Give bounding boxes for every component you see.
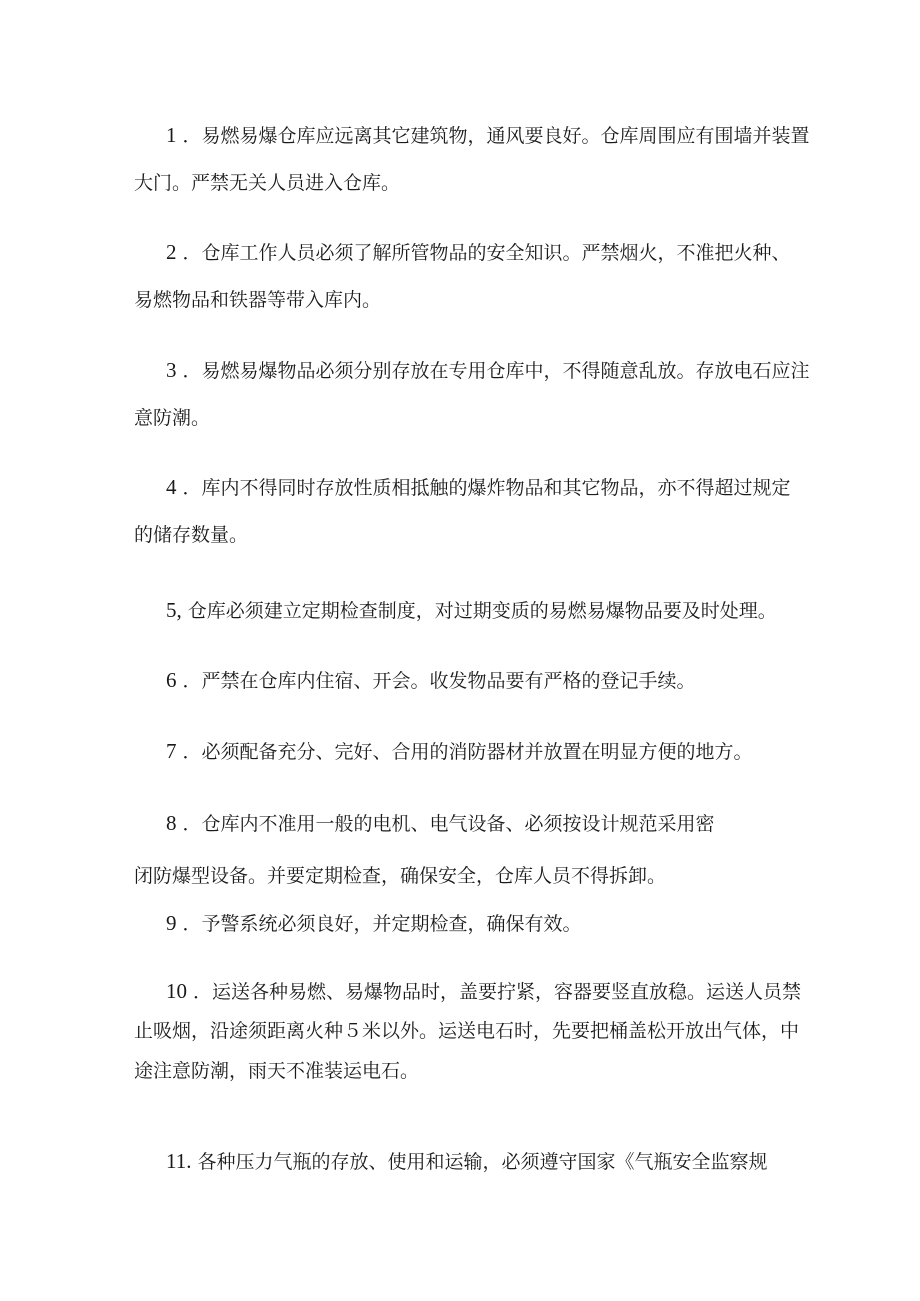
paragraph-line bbox=[134, 405, 794, 431]
line-text: 途注意防潮，雨天不准装运电石。 bbox=[134, 1060, 420, 1082]
paragraph-line bbox=[134, 1018, 800, 1044]
paragraph-6 bbox=[134, 667, 794, 693]
line-text: 大门。严禁无关人员进入仓库。 bbox=[134, 172, 401, 194]
paragraph-8 bbox=[134, 810, 794, 889]
item-number: 9 bbox=[166, 911, 177, 935]
line-text: 止吸烟，沿途须距离火种５米以外。运送电石时，先要把桶盖松开放出气体，中 bbox=[134, 1020, 800, 1042]
line-text: ．严禁在仓库内住宿、开会。收发物品要有严格的登记手续。 bbox=[182, 670, 696, 692]
line-text: ．予警系统必须良好，并定期检查，确保有效。 bbox=[182, 913, 582, 935]
paragraph-11 bbox=[134, 1148, 794, 1174]
line-text: ．运送各种易燃、易爆物品时，盖要拧紧，容器要竖直放稳。运送人员禁 bbox=[193, 981, 802, 1003]
line-text: 各种压力气瓶的存放、使用和运输，必须遵守国家《气瓶安全监察规 bbox=[197, 1151, 768, 1173]
line-text: ．易燃易爆物品必须分别存放在专用仓库中，不得随意乱放。存放电石应注 bbox=[182, 360, 810, 382]
paragraph-line bbox=[134, 474, 794, 500]
line-text: ．仓库工作人员必须了解所管物品的安全知识。严禁烟火，不准把火种、 bbox=[182, 242, 791, 264]
paragraph-line bbox=[134, 738, 794, 764]
item-number: 3 bbox=[166, 358, 177, 382]
paragraph-line bbox=[134, 287, 794, 313]
line-text: 仓库必须建立定期检查制度，对过期变质的易燃易爆物品要及时处理。 bbox=[187, 600, 777, 622]
item-number: 8 bbox=[166, 811, 177, 835]
paragraph-line bbox=[134, 810, 794, 836]
paragraph-2 bbox=[134, 239, 794, 313]
paragraph-line bbox=[134, 667, 794, 693]
item-number: 4 bbox=[166, 475, 177, 499]
line-text: 意防潮。 bbox=[134, 407, 211, 429]
paragraph-line bbox=[134, 910, 794, 936]
paragraph-7 bbox=[134, 738, 794, 764]
line-text: ．必须配备充分、完好、合用的消防器材并放置在明显方便的地方。 bbox=[182, 741, 753, 763]
item-number: 11. bbox=[166, 1149, 192, 1173]
item-number: 10 bbox=[166, 979, 187, 1003]
paragraph-line bbox=[134, 978, 802, 1004]
paragraph-1 bbox=[134, 122, 810, 196]
paragraph-line bbox=[134, 863, 794, 889]
paragraph-line bbox=[134, 522, 794, 548]
line-text: 易燃物品和铁器等带入库内。 bbox=[134, 289, 382, 311]
item-number: 6 bbox=[166, 668, 177, 692]
line-text: ．库内不得同时存放性质相抵触的爆炸物品和其它物品，亦不得超过规定 bbox=[182, 477, 791, 499]
paragraph-line bbox=[134, 1148, 794, 1174]
line-text: ．仓库内不准用一般的电机、电气设备、必须按设计规范采用密 bbox=[182, 813, 715, 835]
line-text: ．易燃易爆仓库应远离其它建筑物，通风要良好。仓库周围应有围墙并装置 bbox=[182, 125, 810, 147]
item-number: 1 bbox=[166, 123, 177, 147]
paragraph-line bbox=[134, 1058, 794, 1084]
paragraph-9 bbox=[134, 910, 794, 936]
line-text: 闭防爆型设备。并要定期检查，确保安全，仓库人员不得拆卸。 bbox=[134, 865, 667, 887]
paragraph-line bbox=[134, 170, 794, 196]
paragraph-10 bbox=[134, 978, 802, 1084]
paragraph-3 bbox=[134, 357, 810, 431]
paragraph-line bbox=[134, 357, 810, 383]
line-text: 的储存数量。 bbox=[134, 524, 249, 546]
item-number: 2 bbox=[166, 240, 177, 264]
item-number: 5, bbox=[166, 598, 182, 622]
item-number: 7 bbox=[166, 739, 177, 763]
paragraph-line bbox=[134, 597, 794, 623]
paragraph-line bbox=[134, 122, 810, 148]
paragraph-4 bbox=[134, 474, 794, 548]
paragraph-line bbox=[134, 239, 794, 265]
paragraph-5 bbox=[134, 597, 794, 623]
